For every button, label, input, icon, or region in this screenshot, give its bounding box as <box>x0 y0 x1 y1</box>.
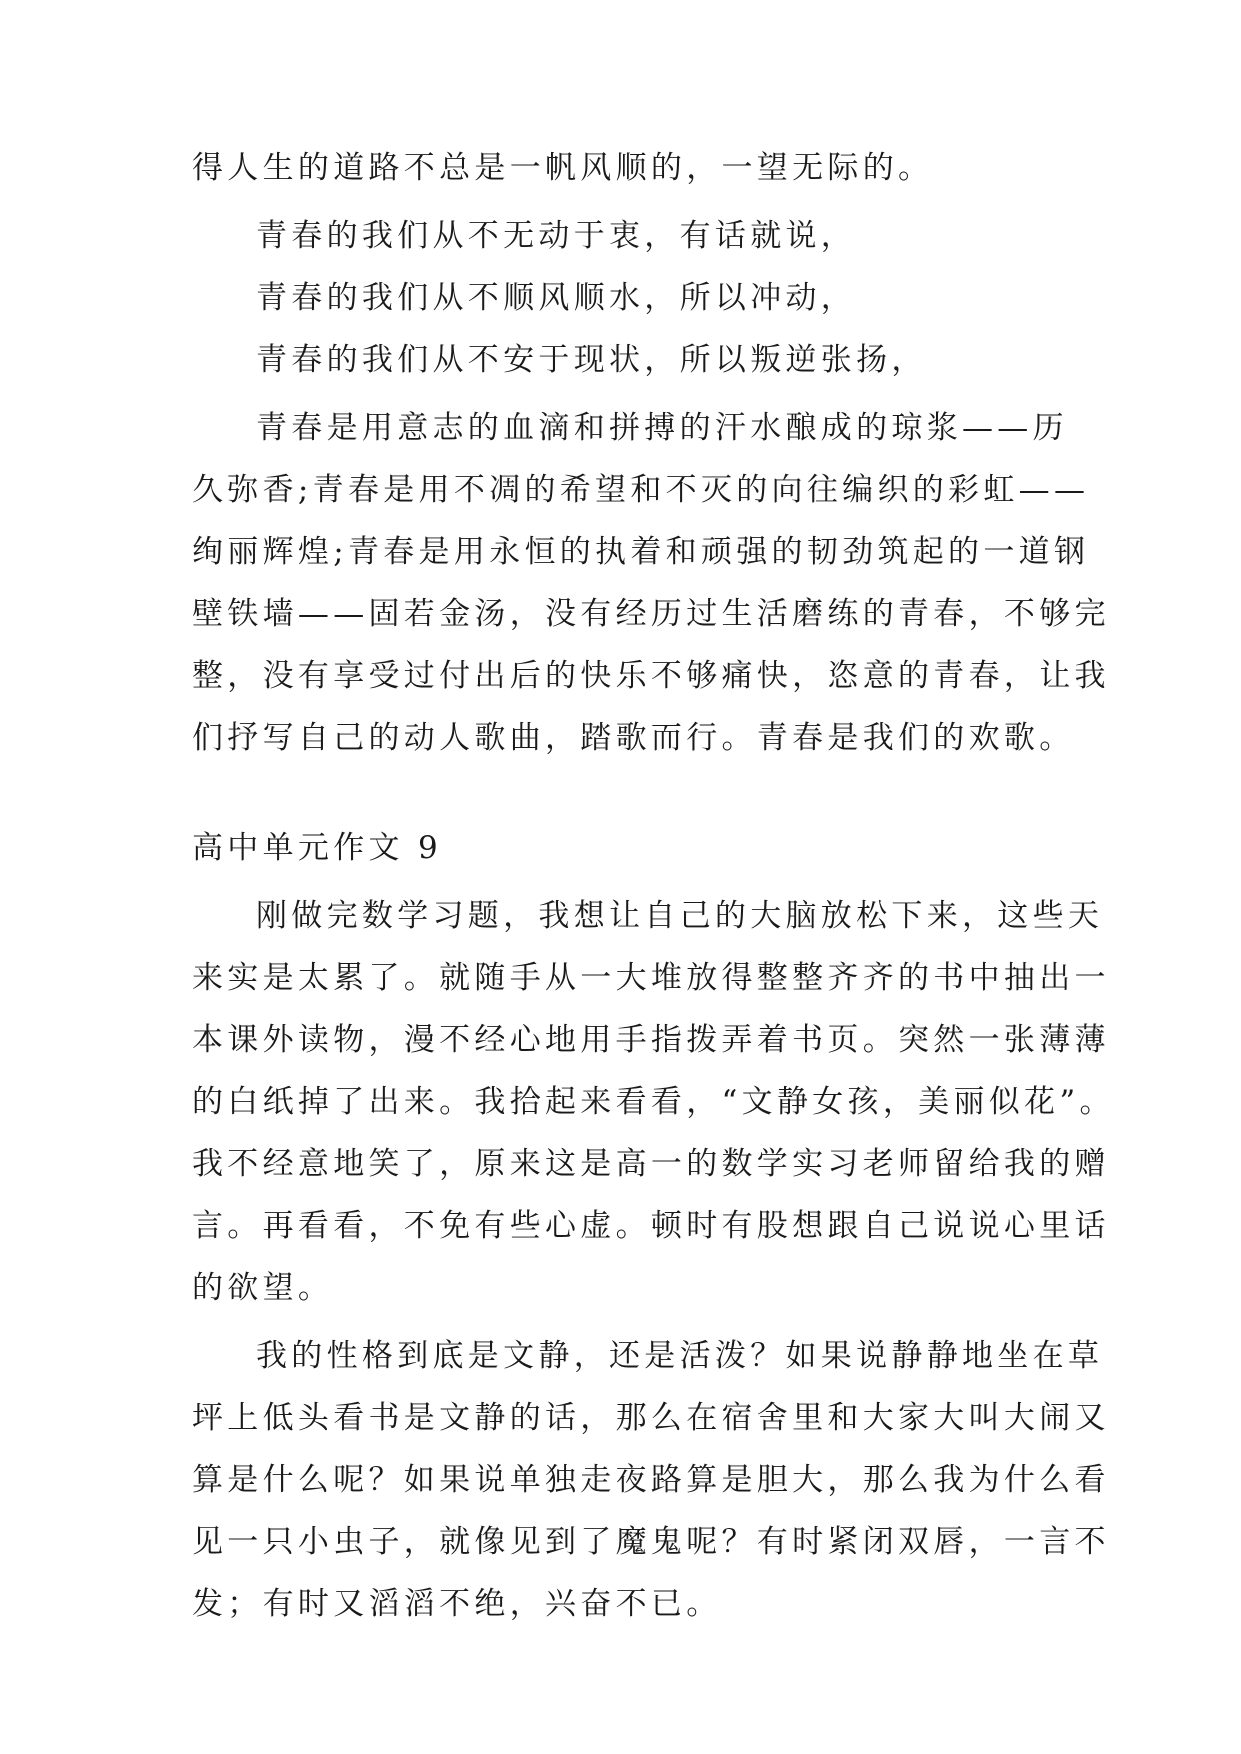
text-line: 得人生的道路不总是一帆风顺的，一望无际的。 <box>192 150 934 186</box>
paragraph-line: 来实是太累了。就随手从一大堆放得整整齐齐的书中抽出一 <box>192 960 1110 996</box>
paragraph-line: 的欲望。 <box>192 1270 334 1306</box>
paragraph-line: 久弥香;青春是用不凋的希望和不灭的向往编织的彩虹—— <box>192 472 1090 508</box>
paragraph-line: 的白纸掉了出来。我拾起来看看，“文静女孩，美丽似花”。 <box>192 1084 1115 1120</box>
paragraph-line: 刚做完数学习题，我想让自己的大脑放松下来，这些天 <box>256 898 1104 934</box>
paragraph-line: 发；有时又滔滔不绝，兴奋不已。 <box>192 1586 722 1622</box>
paragraph-line: 言。再看看，不免有些心虚。顿时有股想跟自己说说心里话 <box>192 1208 1110 1244</box>
paragraph-line: 见一只小虫子，就像见到了魔鬼呢？有时紧闭双唇，一言不 <box>192 1524 1110 1560</box>
verse-line: 青春的我们从不安于现状，所以叛逆张扬， <box>256 342 927 378</box>
paragraph-line: 壁铁墙——固若金汤，没有经历过生活磨练的青春，不够完 <box>192 596 1110 632</box>
paragraph-line: 本课外读物，漫不经心地用手指拨弄着书页。突然一张薄薄 <box>192 1022 1110 1058</box>
paragraph-line: 们抒写自己的动人歌曲，踏歌而行。青春是我们的欢歌。 <box>192 720 1075 756</box>
paragraph-line: 算是什么呢？如果说单独走夜路算是胆大，那么我为什么看 <box>192 1462 1110 1498</box>
verse-line: 青春的我们从不无动于衷，有话就说， <box>256 218 857 254</box>
section-heading: 高中单元作文 9 <box>192 830 442 866</box>
paragraph-line: 青春是用意志的血滴和拼搏的汗水酿成的琼浆——历 <box>256 410 1068 446</box>
paragraph-line: 绚丽辉煌;青春是用永恒的执着和顽强的韧劲筑起的一道钢 <box>192 534 1090 570</box>
paragraph-line: 坪上低头看书是文静的话，那么在宿舍里和大家大叫大闹又 <box>192 1400 1110 1436</box>
paragraph-line: 我不经意地笑了，原来这是高一的数学实习老师留给我的赠 <box>192 1146 1110 1182</box>
paragraph-line: 我的性格到底是文静，还是活泼？如果说静静地坐在草 <box>256 1338 1104 1374</box>
paragraph-line: 整，没有享受过付出后的快乐不够痛快，恣意的青春，让我 <box>192 658 1110 694</box>
verse-line: 青春的我们从不顺风顺水，所以冲动， <box>256 280 857 316</box>
